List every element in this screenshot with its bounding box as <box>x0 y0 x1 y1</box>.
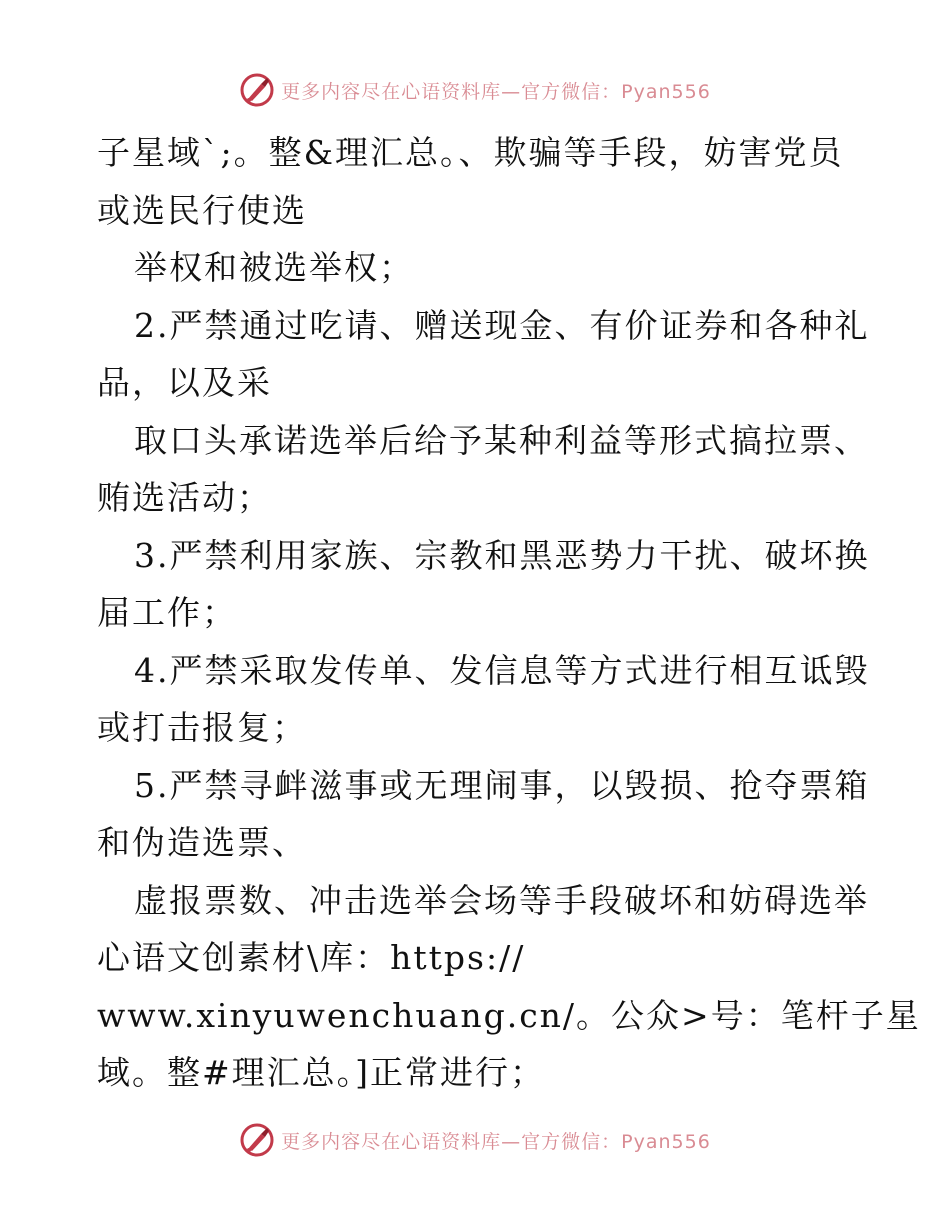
text-line: 届工作； <box>97 593 237 632</box>
list-item-4: 4.严禁采取发传单、发信息等方式进行相互诋毁 <box>134 650 870 690</box>
watermark-footer <box>0 1120 950 1160</box>
text-line: 举权和被选举权； <box>134 248 414 287</box>
document-body <box>97 124 921 1102</box>
watermark-header <box>0 70 950 110</box>
text-line: 贿选活动； <box>97 478 272 517</box>
text-line: 虚报票数、冲击选举会场等手段破坏和妨碍选举 <box>134 880 869 920</box>
text-line: 品，以及采 <box>97 363 272 402</box>
text-line: 子星域`;。整&理汇总。、欺骗等手段，妨害党员 <box>97 133 844 172</box>
list-item-5: 5.严禁寻衅滋事或无理闹事，以毁损、抢夺票箱 <box>134 765 870 805</box>
text-line: 或打击报复； <box>97 708 307 747</box>
list-item-2: 2.严禁通过吃请、赠送现金、有价证券和各种礼 <box>134 305 870 345</box>
text-line: 取口头承诺选举后给予某种利益等形式搞拉票、 <box>134 420 869 460</box>
watermark-text: 更多内容尽在心语资料库—官方微信：Pyan556 <box>281 1130 711 1153</box>
list-item-3: 3.严禁利用家族、宗教和黑恶势力干扰、破坏换 <box>134 535 870 575</box>
text-line: www.xinyuwenchuang.cn/。公众>号：笔杆子星 <box>97 995 921 1035</box>
text-line: 或选民行使选 <box>97 190 307 230</box>
pen-logo-icon <box>239 1122 275 1158</box>
text-line: 心语文创素材\库：https:// <box>97 938 526 977</box>
text-line: 域。整#理汇总。]正常进行； <box>97 1053 546 1092</box>
pen-logo-icon <box>239 72 275 108</box>
watermark-text: 更多内容尽在心语资料库—官方微信：Pyan556 <box>281 80 711 103</box>
text-line: 和伪造选票、 <box>97 823 307 862</box>
